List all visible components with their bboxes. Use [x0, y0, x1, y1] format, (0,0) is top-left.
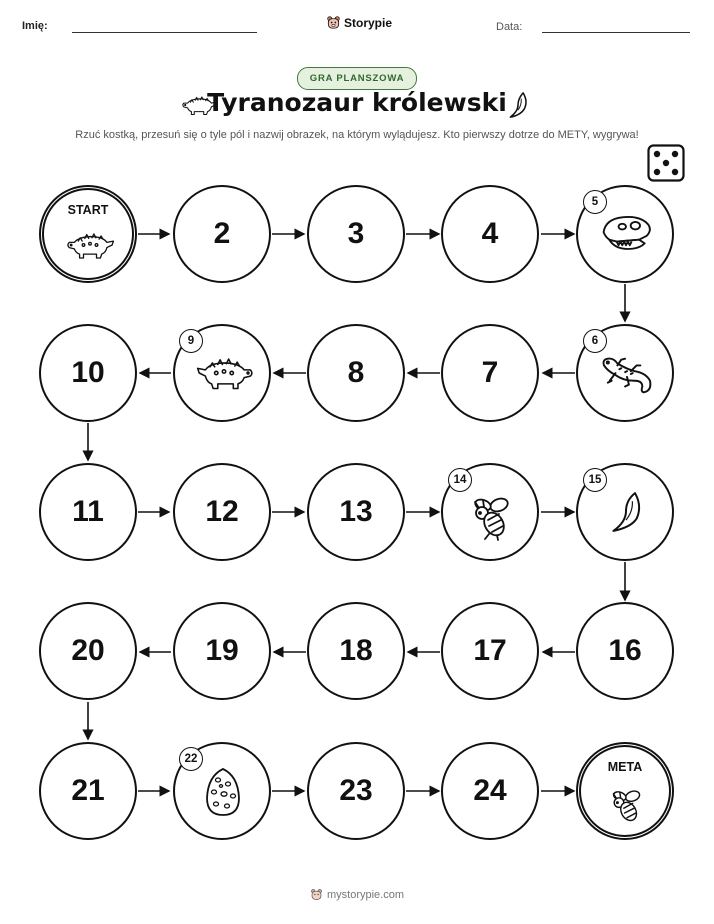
dino-egg-icon — [204, 766, 242, 818]
finish-label: META — [607, 760, 643, 774]
cell-number: 8 — [347, 356, 365, 389]
cell-number: 12 — [205, 495, 239, 528]
board-cell-20[interactable] — [39, 602, 137, 700]
board-cell-21[interactable] — [39, 742, 137, 840]
instructions-text: Rzuć kostką, przesuń się o tyle pól i nazwij obrazek, na którym wylądujesz. Kto pierwszy dotrze do METY, wygrywa! — [75, 129, 639, 141]
cell-number: 24 — [473, 774, 507, 807]
cell-number: 2 — [213, 217, 231, 250]
cell-number: 3 — [347, 217, 365, 250]
date-label: Data: — [496, 21, 523, 33]
game-type-badge: GRA PLANSZOWA — [297, 67, 417, 90]
cell-number: 17 — [473, 634, 507, 667]
square-number-badge: 14 — [448, 468, 472, 492]
cell-number: 7 — [481, 356, 499, 389]
board-cell-19[interactable] — [173, 602, 271, 700]
board-cell-23[interactable] — [307, 742, 405, 840]
footer-site-link[interactable]: mystorypie.com — [326, 888, 405, 901]
board-cell-16[interactable] — [576, 602, 674, 700]
board-cell-13[interactable] — [307, 463, 405, 561]
square-number-badge: 22 — [179, 747, 203, 771]
square-number-badge: 6 — [583, 329, 607, 353]
board-cell-2[interactable] — [173, 185, 271, 283]
bee-icon — [608, 785, 646, 825]
board-cell-3[interactable] — [307, 185, 405, 283]
lizard-icon — [598, 352, 656, 398]
board-cell-24[interactable] — [441, 742, 539, 840]
square-number-badge: 9 — [179, 329, 203, 353]
board-cell-12[interactable] — [173, 463, 271, 561]
name-label: Imię: — [22, 20, 48, 32]
board-cell-18[interactable] — [307, 602, 405, 700]
ankylosaurus-icon — [64, 230, 116, 260]
ankylosaurus-icon — [193, 354, 255, 392]
trex-skull-icon — [598, 211, 654, 259]
claw-icon — [608, 489, 644, 535]
board-cell-8[interactable] — [307, 324, 405, 422]
board-cell-17[interactable] — [441, 602, 539, 700]
board-cell-4[interactable] — [441, 185, 539, 283]
bee-icon — [469, 491, 515, 541]
board-cell-7[interactable] — [441, 324, 539, 422]
cell-number: 13 — [339, 495, 373, 528]
cell-number: 11 — [72, 495, 104, 528]
cell-number: 23 — [339, 774, 373, 807]
cell-number: 19 — [205, 634, 239, 667]
board-cell-11[interactable] — [39, 463, 137, 561]
page-title: Tyranozaur królewski — [207, 88, 507, 117]
footer — [0, 888, 714, 901]
cell-number: 10 — [71, 356, 105, 389]
storypie-mascot-icon — [310, 888, 323, 901]
board-cell-start[interactable] — [39, 185, 137, 283]
cell-number: 20 — [71, 634, 105, 667]
cell-number: 4 — [481, 217, 499, 250]
board-cell-10[interactable] — [39, 324, 137, 422]
cell-number: 16 — [608, 634, 642, 667]
square-number-badge: 15 — [583, 468, 607, 492]
brand-name: Storypie — [344, 15, 393, 30]
cell-number: 21 — [71, 774, 105, 807]
square-number-badge: 5 — [583, 190, 607, 214]
cell-number: 18 — [339, 634, 373, 667]
start-label: START — [67, 203, 109, 217]
board-cell-finish[interactable] — [576, 742, 674, 840]
